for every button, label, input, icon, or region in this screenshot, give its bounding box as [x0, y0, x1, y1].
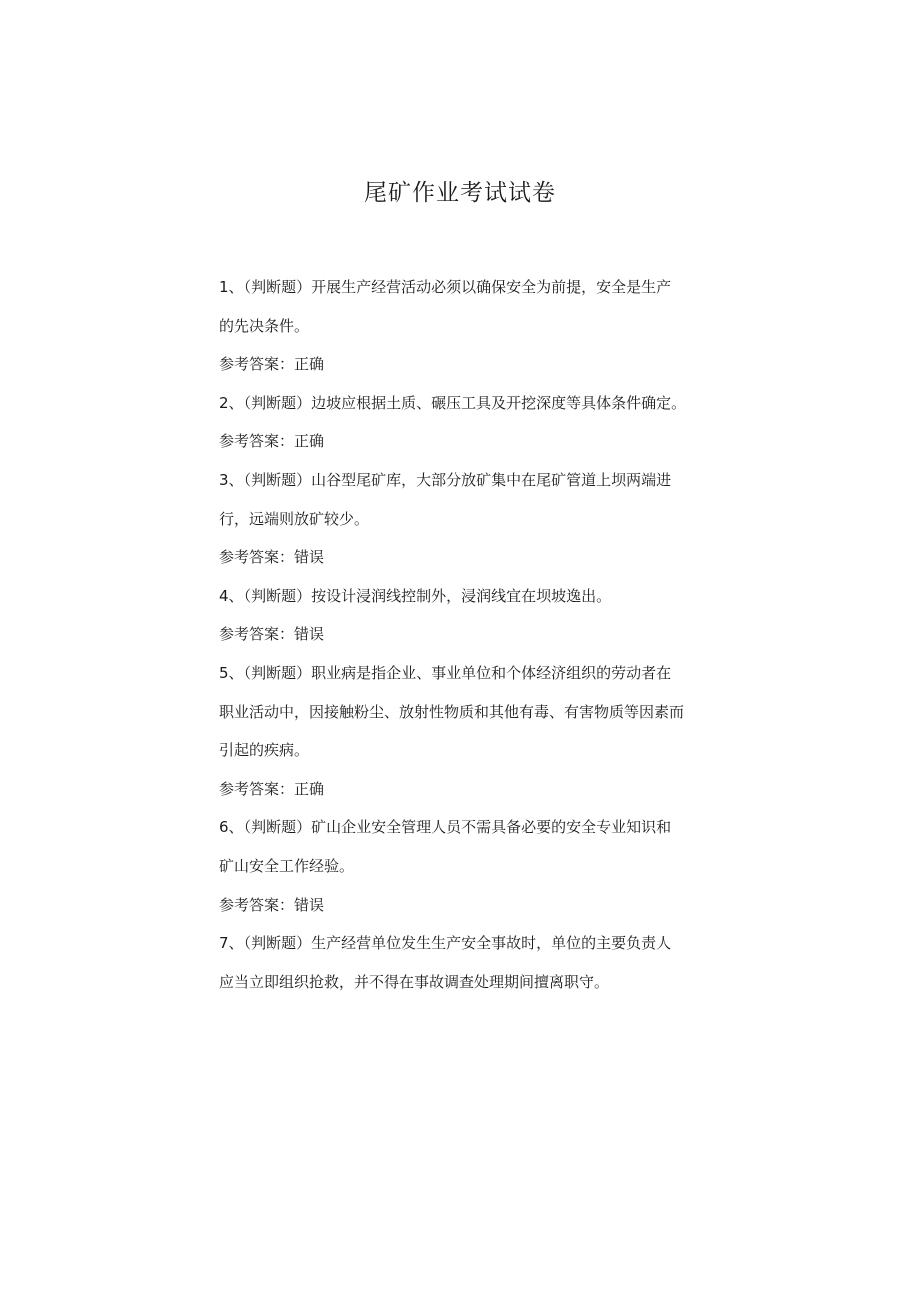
answer-label: 参考答案： [219, 779, 295, 798]
question-text: 应当立即组织抢救，并不得在事故调查处理期间擅离职守。 [219, 972, 610, 991]
answer-value: 正确 [294, 432, 325, 451]
question-item [219, 268, 719, 384]
answer-label: 参考答案： [219, 355, 295, 374]
answer-line [219, 345, 719, 384]
question-text-line [219, 268, 719, 307]
answer-label: 参考答案： [219, 432, 295, 451]
answer-value: 正确 [294, 355, 325, 374]
question-text: 生产经营单位发生生产安全事故时，单位的主要负责人 [311, 934, 672, 953]
question-number: 7 [219, 934, 229, 953]
question-number: 3 [219, 470, 229, 489]
question-item [219, 808, 719, 924]
question-type: （判断题） [243, 278, 312, 296]
question-item [219, 384, 719, 461]
question-text: 边坡应根据土质、碾压工具及开挖深度等具体条件确定。 [311, 393, 687, 412]
question-text-line [219, 654, 719, 693]
question-item [219, 654, 719, 808]
question-text: 引起的疾病。 [219, 741, 310, 760]
question-list [219, 268, 719, 1001]
question-text: 的先决条件。 [219, 316, 310, 335]
question-text: 职业病是指企业、事业单位和个体经济组织的劳动者在 [311, 663, 672, 682]
document-title: 尾矿作业考试试卷 [364, 180, 556, 206]
question-type: （判断题） [243, 470, 312, 489]
answer-label: 参考答案： [219, 625, 295, 644]
question-separator: 、 [228, 393, 244, 412]
question-text: 矿山安全工作经验。 [219, 856, 355, 875]
question-type: （判断题） [243, 818, 312, 837]
question-separator: 、 [228, 818, 244, 837]
question-type: （判断题） [243, 934, 312, 953]
answer-label: 参考答案： [219, 548, 295, 567]
question-text-line [219, 384, 719, 423]
answer-line [219, 615, 719, 654]
question-number: 5 [219, 663, 229, 682]
question-text-line [219, 461, 719, 500]
answer-value: 错误 [294, 625, 325, 644]
question-text: 行，远端则放矿较少。 [219, 509, 370, 528]
question-number: 2 [219, 393, 229, 412]
question-text-line [219, 963, 719, 1002]
answer-value: 错误 [294, 548, 325, 567]
question-item [219, 461, 719, 577]
question-text: 山谷型尾矿库，大部分放矿集中在尾矿管道上坝两端进 [311, 470, 672, 489]
question-text-line [219, 808, 719, 847]
question-text: 矿山企业安全管理人员不需具备必要的安全专业知识和 [311, 818, 672, 837]
question-separator: 、 [228, 934, 244, 953]
question-text: 开展生产经营活动必须以确保安全为前提，安全是生产 [311, 278, 672, 296]
question-item [219, 924, 719, 1001]
answer-label: 参考答案： [219, 895, 295, 914]
answer-value: 正确 [294, 779, 325, 798]
question-number: 6 [219, 818, 229, 837]
question-type: （判断题） [243, 393, 312, 412]
question-separator: 、 [228, 663, 244, 682]
answer-value: 错误 [294, 895, 325, 914]
question-text-line [219, 307, 719, 346]
question-number: 1 [219, 278, 229, 296]
question-text-line [219, 577, 719, 616]
question-text: 职业活动中，因接触粉尘、放射性物质和其他有毒、有害物质等因素而 [219, 702, 685, 721]
answer-line [219, 422, 719, 461]
question-text-line [219, 924, 719, 963]
answer-line [219, 538, 719, 577]
question-item [219, 577, 719, 654]
question-number: 4 [219, 586, 229, 605]
question-text-line [219, 731, 719, 770]
question-separator: 、 [228, 470, 244, 489]
question-text-line [219, 693, 719, 732]
question-type: （判断题） [243, 663, 312, 682]
answer-line [219, 770, 719, 809]
question-text-line [219, 847, 719, 886]
question-text-line [219, 500, 719, 539]
question-type: （判断题） [243, 586, 312, 605]
question-separator: 、 [228, 278, 244, 296]
question-text: 按设计浸润线控制外，浸润线宜在坝坡逸出。 [311, 586, 612, 605]
question-separator: 、 [228, 586, 244, 605]
answer-line [219, 886, 719, 925]
